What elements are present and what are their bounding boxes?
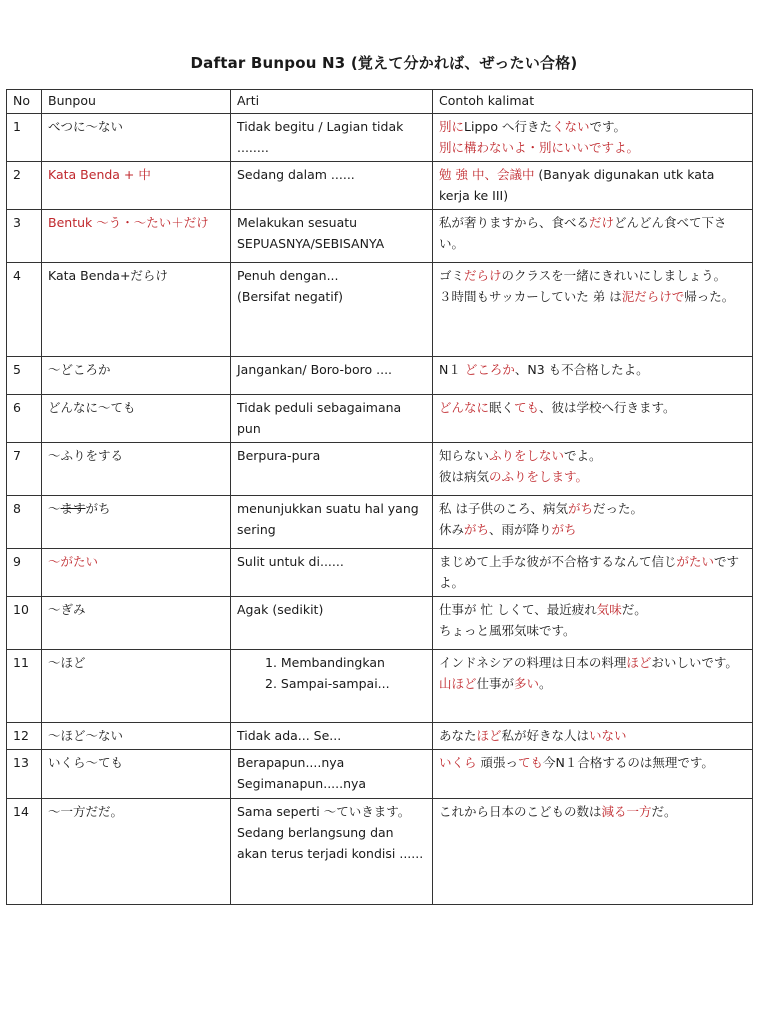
- sentence-text: ゴミ: [439, 268, 465, 283]
- arti-text: Sama seperti ～ていきます。: [237, 804, 411, 819]
- table-row: [7, 357, 753, 395]
- sentence-text: 、彼は学校へ行きます。: [539, 400, 676, 415]
- row-number: 4: [7, 263, 42, 357]
- sentence-text: 知らない: [439, 448, 490, 463]
- highlighted-grammar: 別に: [439, 119, 465, 134]
- sentence-text: (Banyak digunakan utk kata kerja ke III): [439, 167, 715, 203]
- example-sentence: [439, 137, 747, 158]
- contoh-cell: [433, 549, 753, 597]
- arti-text: Berapapun....nya: [237, 755, 345, 770]
- highlighted-grammar: だらけ: [464, 268, 502, 283]
- example-sentence: [439, 620, 747, 641]
- sentence-text: あなた: [439, 728, 477, 743]
- arti-text: Sedang berlangsung dan akan terus terjadi kondisi ......: [237, 825, 424, 861]
- example-sentence: [439, 164, 747, 206]
- sentence-text: まじめて上手な彼が不合格するなんて信じ: [439, 554, 677, 569]
- bunpou-text: Bentuk ～う・～たい＋だけ: [48, 215, 209, 230]
- row-number: 7: [7, 443, 42, 496]
- sentence-text: インドネシアの料理は日本の料理: [439, 655, 627, 670]
- contoh-cell: [433, 443, 753, 496]
- row-number: 8: [7, 496, 42, 549]
- sentence-text: おいしいです。: [651, 655, 738, 670]
- highlighted-grammar: 泥だらけで: [621, 289, 685, 304]
- sentence-text: 帰った。: [684, 289, 735, 304]
- arti-text: Segimanapun.....nya: [237, 776, 367, 791]
- table-row: [7, 443, 753, 496]
- table-row: [7, 723, 753, 750]
- bunpou-text: ～一方だだ。: [48, 804, 124, 819]
- bunpou-text: Kata Benda + 中: [48, 167, 151, 182]
- header-contoh: Contoh kalimat: [433, 90, 753, 114]
- highlighted-grammar: だけ: [589, 215, 615, 230]
- highlighted-grammar: 気味: [596, 602, 622, 617]
- example-sentence: [439, 599, 747, 620]
- highlighted-grammar: ふりをしない: [489, 448, 565, 463]
- row-number: 11: [7, 650, 42, 723]
- bunpou-text: ～: [48, 501, 61, 516]
- arti-cell: [231, 443, 433, 496]
- example-sentence: [439, 519, 747, 540]
- bunpou-cell: [42, 263, 231, 357]
- highlighted-grammar: ほど: [626, 655, 652, 670]
- sentence-text: 頑張っ: [476, 755, 518, 770]
- table-row: [7, 650, 753, 723]
- highlighted-grammar: がち: [567, 501, 593, 516]
- header-bunpou: Bunpou: [42, 90, 231, 114]
- bunpou-text: ～がたい: [48, 554, 99, 569]
- contoh-cell: [433, 597, 753, 650]
- bunpou-cell: [42, 162, 231, 210]
- sentence-text: だ。: [651, 804, 677, 819]
- sentence-text: ですよ。: [439, 554, 740, 590]
- highlighted-grammar: がち: [464, 522, 490, 537]
- bunpou-text: どんなに～ても: [48, 400, 136, 415]
- example-sentence: [439, 212, 747, 254]
- sentence-text: ３時間もサッカーしていた 弟 は: [439, 289, 622, 304]
- table-row: [7, 597, 753, 650]
- example-sentence: [439, 801, 747, 822]
- highlighted-grammar: 多い: [514, 676, 540, 691]
- sentence-text: Lippo へ行きた: [464, 119, 552, 134]
- bunpou-text: Kata Benda+だらけ: [48, 268, 168, 283]
- arti-text: Tidak begitu / Lagian tidak ........: [237, 119, 404, 155]
- highlighted-grammar: ても: [514, 400, 540, 415]
- table-row: [7, 496, 753, 549]
- contoh-cell: [433, 750, 753, 799]
- highlighted-grammar: がち: [551, 522, 577, 537]
- sentence-text: 私が奢りますから、食べる: [439, 215, 590, 230]
- contoh-cell: [433, 799, 753, 905]
- bunpou-text: ～ほど: [48, 655, 86, 670]
- contoh-cell: [433, 357, 753, 395]
- highlighted-grammar: 別に構わないよ・: [439, 140, 540, 155]
- bunpou-cell: [42, 750, 231, 799]
- arti-text: Agak (sedikit): [237, 602, 324, 617]
- sentence-text: 今N１合格するのは無理です。: [543, 755, 714, 770]
- arti-text: Tidak ada... Se...: [237, 728, 342, 743]
- contoh-cell: [433, 395, 753, 443]
- sentence-text: だ。: [621, 602, 647, 617]
- sentence-text: 眠く: [489, 400, 515, 415]
- example-sentence: [439, 286, 747, 307]
- arti-text: Sedang dalam ......: [237, 167, 355, 182]
- contoh-cell: [433, 263, 753, 357]
- table-row: [7, 799, 753, 905]
- arti-cell: [231, 162, 433, 210]
- row-number: 1: [7, 114, 42, 162]
- sentence-text: 彼は病気: [439, 469, 490, 484]
- row-number: 6: [7, 395, 42, 443]
- arti-cell: [231, 357, 433, 395]
- contoh-cell: [433, 650, 753, 723]
- arti-cell: [231, 750, 433, 799]
- row-number: 2: [7, 162, 42, 210]
- highlighted-grammar: いない: [589, 728, 627, 743]
- bunpou-cell: [42, 357, 231, 395]
- arti-text: Jangankan/ Boro-boro ....: [237, 362, 393, 377]
- arti-cell: [231, 263, 433, 357]
- row-number: 9: [7, 549, 42, 597]
- row-number: 14: [7, 799, 42, 905]
- arti-text: 1. Membandingkan: [265, 655, 385, 670]
- contoh-cell: [433, 723, 753, 750]
- sentence-text: どんどん食べて下さい。: [439, 215, 727, 251]
- bunpou-cell: [42, 496, 231, 549]
- bunpou-cell: [42, 650, 231, 723]
- sentence-text: のクラスを一緒にきれいにしましょう。: [501, 268, 727, 283]
- highlighted-grammar: 山ほど: [439, 676, 477, 691]
- row-number: 13: [7, 750, 42, 799]
- bunpou-cell: [42, 549, 231, 597]
- sentence-text: 私が好きな人は: [501, 728, 590, 743]
- highlighted-grammar: どんなに: [439, 400, 490, 415]
- example-sentence: [439, 752, 747, 773]
- header-no: No: [7, 90, 42, 114]
- arti-text: menunjukkan suatu hal yang sering: [237, 501, 419, 537]
- sentence-text: 。: [539, 676, 552, 691]
- highlighted-grammar: いくら: [439, 755, 477, 770]
- bunpou-text: べつに～ない: [48, 119, 124, 134]
- arti-cell: [231, 597, 433, 650]
- bunpou-table: [6, 89, 753, 905]
- sentence-text: これから日本のこどもの数は: [439, 804, 602, 819]
- table-row: [7, 750, 753, 799]
- highlighted-grammar: 別にいいですよ。: [539, 140, 640, 155]
- bunpou-text: ～ふりをする: [48, 448, 124, 463]
- arti-cell: [231, 114, 433, 162]
- arti-cell: [231, 496, 433, 549]
- sentence-text: 、雨が降り: [489, 522, 552, 537]
- sentence-text: 休み: [439, 522, 465, 537]
- example-sentence: [439, 652, 747, 673]
- sentence-text: 仕事が 忙 しくて、最近疲れ: [439, 602, 597, 617]
- bunpou-text: いくら～ても: [48, 755, 124, 770]
- sentence-text: です。: [589, 119, 626, 134]
- arti-cell: [231, 650, 433, 723]
- example-sentence: [439, 116, 747, 137]
- sentence-text: 私 は子供のころ、病気: [439, 501, 568, 516]
- contoh-cell: [433, 114, 753, 162]
- arti-cell: [231, 395, 433, 443]
- example-sentence: [439, 551, 747, 593]
- highlighted-grammar: どころか: [464, 362, 515, 377]
- bunpou-cell: [42, 395, 231, 443]
- bunpou-text: ～どころか: [48, 362, 111, 377]
- row-number: 3: [7, 210, 42, 263]
- arti-cell: [231, 549, 433, 597]
- page-title: Daftar Bunpou N3 (覚えて分かれば、ぜったい合格): [190, 54, 578, 72]
- sentence-text: N１: [439, 362, 465, 377]
- row-number: 12: [7, 723, 42, 750]
- arti-cell: [231, 723, 433, 750]
- row-number: 10: [7, 597, 42, 650]
- bunpou-cell: [42, 210, 231, 263]
- arti-text: Berpura-pura: [237, 448, 321, 463]
- arti-text: Tidak peduli sebagaimana pun: [237, 400, 402, 436]
- example-sentence: [439, 359, 747, 380]
- highlighted-grammar: くない: [551, 119, 590, 134]
- highlighted-grammar: 減る一方: [601, 804, 652, 819]
- sentence-text: 、N3 も不合格したよ。: [514, 362, 649, 377]
- bunpou-cell: [42, 799, 231, 905]
- arti-cell: [231, 210, 433, 263]
- arti-text: (Bersifat negatif): [237, 289, 344, 304]
- example-sentence: [439, 466, 747, 487]
- bunpou-text: ます: [60, 501, 86, 516]
- contoh-cell: [433, 162, 753, 210]
- highlighted-grammar: 勉 強 中、会議中: [439, 167, 535, 182]
- bunpou-cell: [42, 114, 231, 162]
- highlighted-grammar: のふりをします。: [489, 469, 589, 484]
- sentence-text: 仕事が: [476, 676, 515, 691]
- table-row: [7, 210, 753, 263]
- example-sentence: [439, 673, 747, 694]
- example-sentence: [439, 397, 747, 418]
- table-row: [7, 263, 753, 357]
- highlighted-grammar: ほど: [476, 728, 502, 743]
- bunpou-cell: [42, 443, 231, 496]
- bunpou-text: ～ほど～ない: [48, 728, 124, 743]
- bunpou-text: ～ぎみ: [48, 602, 86, 617]
- highlighted-grammar: がたい: [676, 554, 715, 569]
- bunpou-cell: [42, 723, 231, 750]
- arti-cell: [231, 799, 433, 905]
- contoh-cell: [433, 496, 753, 549]
- sentence-text: でよ。: [564, 448, 602, 463]
- table-row: [7, 114, 753, 162]
- arti-text: Sulit untuk di......: [237, 554, 344, 569]
- row-number: 5: [7, 357, 42, 395]
- arti-text: 2. Sampai-sampai...: [265, 676, 390, 691]
- example-sentence: [439, 498, 747, 519]
- highlighted-grammar: ても: [518, 755, 544, 770]
- sentence-text: ちょっと風邪気味です。: [439, 623, 576, 638]
- bunpou-cell: [42, 597, 231, 650]
- example-sentence: [439, 265, 747, 286]
- table-header-row: [7, 90, 753, 114]
- table-row: [7, 549, 753, 597]
- table-row: [7, 395, 753, 443]
- bunpou-text: がち: [85, 501, 111, 516]
- arti-text: Melakukan sesuatu SEPUASNYA/SEBISANYA: [237, 215, 385, 251]
- example-sentence: [439, 445, 747, 466]
- table-row: [7, 162, 753, 210]
- arti-text: Penuh dengan...: [237, 268, 339, 283]
- contoh-cell: [433, 210, 753, 263]
- header-arti: Arti: [231, 90, 433, 114]
- example-sentence: [439, 725, 747, 746]
- sentence-text: だった。: [593, 501, 644, 516]
